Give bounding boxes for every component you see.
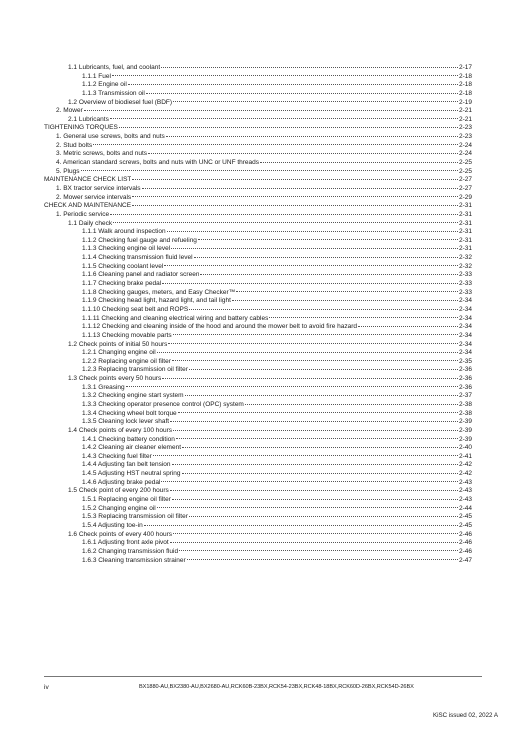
toc-leader-dots bbox=[170, 542, 458, 543]
toc-leader-dots bbox=[182, 447, 458, 448]
toc-entry-title: 1. General use screws, bolts and nuts bbox=[56, 133, 165, 141]
toc-entry-title: 1.1.9 Checking head light, hazard light, and tail light bbox=[82, 297, 231, 305]
toc-entry-title: 1.6 Check points of every 400 hours bbox=[68, 530, 173, 538]
toc-leader-dots bbox=[157, 352, 458, 353]
toc-entry[interactable] bbox=[44, 470, 472, 479]
toc-entry-page: 2-18 bbox=[458, 81, 472, 89]
toc-leader-dots bbox=[170, 421, 458, 422]
toc-entry[interactable] bbox=[44, 444, 472, 453]
toc-entry[interactable] bbox=[44, 306, 472, 315]
toc-entry-page: 2-19 bbox=[458, 98, 472, 106]
toc-entry-title: 1.4 Check points of every 100 hours bbox=[68, 426, 173, 434]
toc-entry-title: 1.1.12 Checking and cleaning inside of the hood and around the mower belt to avoid fire hazard bbox=[82, 323, 357, 331]
toc-entry-title: 1.2.2 Replacing engine oil filter bbox=[82, 357, 171, 365]
toc-entry-title: 2.1 Lubricants bbox=[68, 115, 109, 123]
toc-leader-dots bbox=[164, 265, 458, 266]
toc-entry[interactable] bbox=[44, 168, 472, 177]
toc-leader-dots bbox=[148, 153, 458, 154]
toc-entry-title: 1.4.2 Cleaning air cleaner element bbox=[82, 444, 182, 452]
toc-entry-page: 2-18 bbox=[458, 72, 472, 80]
toc-entry-page: 2-31 bbox=[458, 245, 472, 253]
toc-entry[interactable] bbox=[44, 479, 472, 488]
toc-entry-title: 1.2.3 Replacing transmission oil filter bbox=[82, 366, 188, 374]
toc-entry-title: 1.3.1 Greasing bbox=[82, 383, 125, 391]
toc-leader-dots bbox=[176, 438, 458, 439]
toc-entry-page: 2-17 bbox=[458, 64, 472, 71]
toc-entry[interactable] bbox=[44, 176, 472, 185]
toc-entry-page: 2-24 bbox=[458, 141, 472, 149]
toc-entry[interactable] bbox=[44, 124, 472, 133]
toc-leader-dots bbox=[142, 188, 458, 189]
toc-entry-page: 2-32 bbox=[458, 254, 472, 262]
toc-leader-dots bbox=[189, 369, 458, 370]
toc-entry-page: 2-31 bbox=[458, 236, 472, 244]
toc-entry[interactable] bbox=[44, 461, 472, 470]
toc-entry-title: 4. American standard screws, bolts and nuts with UNC or UNF threads bbox=[56, 159, 260, 167]
toc-entry[interactable] bbox=[44, 522, 472, 531]
toc-entry[interactable] bbox=[44, 185, 472, 194]
toc-entry-title: 1.6.2 Changing transmission fluid bbox=[82, 547, 179, 555]
toc-entry-title: 1.1.1 Fuel bbox=[82, 72, 111, 80]
toc-entry-page: 2-24 bbox=[458, 150, 472, 158]
toc-entry[interactable] bbox=[44, 401, 472, 410]
toc-leader-dots bbox=[179, 550, 458, 551]
toc-entry[interactable] bbox=[44, 496, 472, 505]
toc-entry-title: CHECK AND MAINTENANCE bbox=[44, 202, 132, 210]
table-of-contents bbox=[44, 64, 472, 565]
toc-entry[interactable] bbox=[44, 557, 472, 566]
toc-entry-title: 1.1.2 Checking fuel gauge and refueling bbox=[82, 236, 197, 244]
toc-entry-page: 2-41 bbox=[458, 452, 472, 460]
toc-leader-dots bbox=[119, 127, 458, 128]
toc-entry-title: 1.4.5 Adjusting HST neutral spring bbox=[82, 470, 181, 478]
toc-entry-page: 2-43 bbox=[458, 487, 472, 495]
toc-entry-page: 2-21 bbox=[458, 107, 472, 115]
toc-leader-dots bbox=[173, 334, 458, 335]
toc-entry-title: 1.1.11 Checking and cleaning electrical wiring and battery cables bbox=[82, 314, 269, 322]
toc-leader-dots bbox=[132, 179, 458, 180]
toc-entry[interactable] bbox=[44, 73, 472, 82]
toc-leader-dots bbox=[146, 93, 458, 94]
toc-entry-title: 1. BX tractor service intervals bbox=[56, 184, 141, 192]
toc-entry[interactable] bbox=[44, 81, 472, 90]
toc-entry[interactable] bbox=[44, 375, 472, 384]
toc-entry-page: 2-46 bbox=[458, 547, 472, 555]
toc-entry-title: 1.1.2 Engine oil bbox=[82, 81, 127, 89]
toc-entry[interactable] bbox=[44, 453, 472, 462]
toc-leader-dots bbox=[153, 455, 458, 456]
toc-entry[interactable] bbox=[44, 513, 472, 522]
toc-entry-page: 2-45 bbox=[458, 513, 472, 521]
toc-leader-dots bbox=[358, 326, 458, 327]
toc-entry-page: 2-47 bbox=[458, 556, 472, 564]
toc-entry[interactable] bbox=[44, 211, 472, 220]
toc-entry[interactable] bbox=[44, 142, 472, 151]
toc-entry-title: 1.1.10 Checking seat belt and ROPS bbox=[82, 305, 189, 313]
toc-entry-page: 2-31 bbox=[458, 219, 472, 227]
toc-entry[interactable] bbox=[44, 418, 472, 427]
toc-leader-dots bbox=[194, 257, 458, 258]
toc-entry-page: 2-38 bbox=[458, 400, 472, 408]
toc-entry[interactable] bbox=[44, 315, 472, 324]
toc-entry-page: 2-44 bbox=[458, 504, 472, 512]
toc-entry[interactable] bbox=[44, 427, 472, 436]
toc-leader-dots bbox=[187, 559, 458, 560]
toc-entry-page: 2-34 bbox=[458, 305, 472, 313]
toc-entry-page: 2-39 bbox=[458, 418, 472, 426]
toc-entry[interactable] bbox=[44, 245, 472, 254]
toc-entry-page: 2-31 bbox=[458, 210, 472, 218]
toc-entry-page: 2-35 bbox=[458, 357, 472, 365]
toc-entry-title: 1.1.8 Checking gauges, meters, and Easy Checker™ bbox=[82, 288, 236, 296]
toc-entry[interactable] bbox=[44, 220, 472, 229]
toc-entry-page: 2-31 bbox=[458, 228, 472, 236]
toc-leader-dots bbox=[162, 378, 458, 379]
toc-entry[interactable] bbox=[44, 254, 472, 263]
toc-leader-dots bbox=[173, 533, 458, 534]
toc-leader-dots bbox=[84, 110, 458, 111]
toc-entry[interactable] bbox=[44, 349, 472, 358]
toc-entry[interactable] bbox=[44, 332, 472, 341]
toc-entry[interactable] bbox=[44, 539, 472, 548]
toc-entry[interactable] bbox=[44, 116, 472, 125]
toc-leader-dots bbox=[172, 464, 458, 465]
toc-entry-title: 1.1.6 Cleaning panel and radiator screen bbox=[82, 271, 200, 279]
toc-entry[interactable] bbox=[44, 487, 472, 496]
toc-entry-page: 2-46 bbox=[458, 539, 472, 547]
toc-leader-dots bbox=[161, 481, 458, 482]
toc-entry-title: 1.1 Daily check bbox=[68, 219, 113, 227]
toc-entry-title: 1.2 Overview of biodiesel fuel (BDF) bbox=[68, 98, 173, 106]
toc-entry-page: 2-36 bbox=[458, 383, 472, 391]
toc-entry-page: 2-40 bbox=[458, 444, 472, 452]
toc-entry[interactable] bbox=[44, 366, 472, 375]
toc-leader-dots bbox=[144, 525, 458, 526]
toc-entry-title: 1.3.2 Checking engine start system bbox=[82, 392, 184, 400]
toc-entry-page: 2-42 bbox=[458, 461, 472, 469]
toc-entry[interactable] bbox=[44, 194, 472, 203]
toc-entry[interactable] bbox=[44, 297, 472, 306]
toc-leader-dots bbox=[198, 239, 458, 240]
toc-entry[interactable] bbox=[44, 159, 472, 168]
toc-entry-title: 2. Mower service intervals bbox=[56, 193, 132, 201]
toc-entry-page: 2-34 bbox=[458, 297, 472, 305]
toc-entry[interactable] bbox=[44, 237, 472, 246]
toc-entry-page: 2-37 bbox=[458, 392, 472, 400]
toc-entry-title: 1.5 Check point of every 200 hours bbox=[68, 487, 169, 495]
toc-leader-dots bbox=[132, 205, 458, 206]
toc-entry[interactable] bbox=[44, 90, 472, 99]
toc-entry-title: 1.4.6 Adjusting brake pedal bbox=[82, 478, 161, 486]
toc-entry-title: 1.5.1 Replacing engine oil filter bbox=[82, 496, 171, 504]
toc-entry-page: 2-36 bbox=[458, 375, 472, 383]
toc-entry-page: 2-43 bbox=[458, 478, 472, 486]
toc-leader-dots bbox=[178, 412, 458, 413]
toc-entry-page: 2-43 bbox=[458, 496, 472, 504]
toc-entry[interactable] bbox=[44, 410, 472, 419]
toc-entry-title: 2. Mower bbox=[56, 107, 83, 115]
toc-entry-title: 1.1.1 Walk around inspection bbox=[82, 228, 166, 236]
toc-entry-page: 2-34 bbox=[458, 349, 472, 357]
toc-leader-dots bbox=[173, 430, 458, 431]
toc-entry-title: 1.1 Lubricants, fuel, and coolant bbox=[68, 64, 161, 71]
toc-leader-dots bbox=[173, 101, 458, 102]
toc-entry-title: 1.1.3 Checking engine oil level bbox=[82, 245, 171, 253]
toc-entry-page: 2-21 bbox=[458, 115, 472, 123]
toc-leader-dots bbox=[269, 317, 458, 318]
toc-entry-title: 1.1.4 Checking transmission fluid level bbox=[82, 254, 193, 262]
toc-entry-title: 1.5.2 Changing engine oil bbox=[82, 504, 156, 512]
toc-entry-title: 1.4.4 Adjusting fan belt tension bbox=[82, 461, 171, 469]
toc-leader-dots bbox=[245, 404, 458, 405]
toc-entry[interactable] bbox=[44, 280, 472, 289]
toc-entry-page: 2-31 bbox=[458, 202, 472, 210]
toc-entry-page: 2-39 bbox=[458, 435, 472, 443]
toc-entry-title: 1.6.3 Cleaning transmission strainer bbox=[82, 556, 186, 564]
toc-leader-dots bbox=[172, 360, 458, 361]
toc-entry-title: 1.3.3 Checking operator presence control (OPC) system bbox=[82, 400, 244, 408]
toc-entry[interactable] bbox=[44, 99, 472, 108]
toc-entry-page: 2-34 bbox=[458, 323, 472, 331]
toc-entry-page: 2-32 bbox=[458, 262, 472, 270]
toc-entry-page: 2-33 bbox=[458, 271, 472, 279]
toc-entry-page: 2-23 bbox=[458, 124, 472, 132]
toc-entry-page: 2-45 bbox=[458, 521, 472, 529]
toc-entry-title: TIGHTENING TORQUES bbox=[44, 124, 118, 132]
toc-entry[interactable] bbox=[44, 64, 472, 73]
footer-page-number: iv bbox=[44, 684, 49, 691]
toc-leader-dots bbox=[185, 395, 458, 396]
toc-entry[interactable] bbox=[44, 133, 472, 142]
toc-entry-title: 1.3.5 Cleaning lock lever shaft bbox=[82, 418, 170, 426]
toc-leader-dots bbox=[170, 490, 458, 491]
toc-entry-title: 1.1.5 Checking coolant level bbox=[82, 262, 164, 270]
toc-entry[interactable] bbox=[44, 107, 472, 116]
toc-entry[interactable] bbox=[44, 531, 472, 540]
toc-entry-title: 1.4.3 Checking fuel filter bbox=[82, 452, 152, 460]
toc-leader-dots bbox=[171, 248, 458, 249]
toc-entry[interactable] bbox=[44, 263, 472, 272]
toc-entry-page: 2-34 bbox=[458, 314, 472, 322]
toc-entry[interactable] bbox=[44, 289, 472, 298]
toc-leader-dots bbox=[172, 499, 458, 500]
toc-entry[interactable] bbox=[44, 436, 472, 445]
toc-leader-dots bbox=[260, 162, 458, 163]
toc-leader-dots bbox=[236, 291, 458, 292]
toc-leader-dots bbox=[126, 386, 458, 387]
footer-issue-note: KiSC issued 02, 2022 A bbox=[432, 712, 498, 719]
toc-entry[interactable] bbox=[44, 358, 472, 367]
toc-leader-dots bbox=[113, 222, 458, 223]
toc-entry[interactable] bbox=[44, 384, 472, 393]
toc-entry-title: 1. Periodic service bbox=[56, 210, 110, 218]
toc-entry[interactable] bbox=[44, 548, 472, 557]
toc-entry-title: 1.2 Check points of initial 50 hours bbox=[68, 340, 168, 348]
toc-entry-page: 2-18 bbox=[458, 89, 472, 97]
toc-entry-title: 2. Stud bolts bbox=[56, 141, 93, 149]
toc-entry-page: 2-38 bbox=[458, 409, 472, 417]
toc-entry-title: 1.3 Check points every 50 hours bbox=[68, 375, 162, 383]
toc-entry[interactable] bbox=[44, 202, 472, 211]
toc-entry-title: 1.1.3 Transmission oil bbox=[82, 89, 145, 97]
toc-entry-page: 2-39 bbox=[458, 426, 472, 434]
footer-model-list: BX1880-AU,BX2380-AU,BX2680-AU,RCK60B-23BX,RCK54-23BX,RCK48-18BX,RCK60D-26BX,RCK54D-26BX bbox=[139, 684, 414, 690]
toc-entry[interactable] bbox=[44, 323, 472, 332]
toc-leader-dots bbox=[162, 283, 458, 284]
toc-entry[interactable] bbox=[44, 271, 472, 280]
toc-entry-page: 2-27 bbox=[458, 184, 472, 192]
toc-entry-page: 2-33 bbox=[458, 280, 472, 288]
toc-entry[interactable] bbox=[44, 341, 472, 350]
toc-entry-title: 1.6.1 Adjusting front axle pivot bbox=[82, 539, 169, 547]
toc-entry-title: 1.5.4 Adjusting toe-in bbox=[82, 521, 143, 529]
toc-entry-page: 2-27 bbox=[458, 176, 472, 184]
toc-entry-page: 2-42 bbox=[458, 470, 472, 478]
toc-leader-dots bbox=[200, 274, 458, 275]
toc-entry-title: 1.1.13 Checking movable parts bbox=[82, 331, 172, 339]
toc-entry-title: 1.5.3 Replacing transmission oil filter bbox=[82, 513, 188, 521]
toc-entry-page: 2-36 bbox=[458, 366, 472, 374]
toc-leader-dots bbox=[189, 516, 458, 517]
toc-leader-dots bbox=[182, 473, 458, 474]
toc-leader-dots bbox=[110, 214, 458, 215]
toc-leader-dots bbox=[112, 75, 458, 76]
toc-entry-title: MAINTENANCE CHECK LIST bbox=[44, 176, 132, 184]
toc-entry-page: 2-23 bbox=[458, 133, 472, 141]
toc-leader-dots bbox=[157, 507, 458, 508]
toc-entry-title: 5. Plugs bbox=[56, 167, 80, 175]
toc-entry-title: 1.3.4 Checking wheel bolt torque bbox=[82, 409, 177, 417]
toc-leader-dots bbox=[161, 67, 458, 68]
toc-entry-page: 2-25 bbox=[458, 167, 472, 175]
toc-entry-page: 2-25 bbox=[458, 159, 472, 167]
toc-entry-page: 2-34 bbox=[458, 340, 472, 348]
toc-leader-dots bbox=[132, 196, 458, 197]
toc-entry[interactable] bbox=[44, 228, 472, 237]
footer-divider bbox=[44, 676, 482, 677]
toc-leader-dots bbox=[232, 300, 458, 301]
toc-leader-dots bbox=[168, 343, 458, 344]
toc-leader-dots bbox=[167, 231, 458, 232]
toc-entry-title: 1.2.1 Changing engine oil bbox=[82, 349, 156, 357]
toc-leader-dots bbox=[189, 309, 458, 310]
toc-entry-title: 1.1.7 Checking brake pedal bbox=[82, 280, 162, 288]
toc-leader-dots bbox=[93, 144, 458, 145]
toc-entry-title: 1.4.1 Checking battery condition bbox=[82, 435, 175, 443]
toc-leader-dots bbox=[110, 118, 458, 119]
toc-entry[interactable] bbox=[44, 505, 472, 514]
toc-entry-page: 2-29 bbox=[458, 193, 472, 201]
toc-leader-dots bbox=[166, 136, 458, 137]
toc-leader-dots bbox=[128, 84, 458, 85]
toc-entry[interactable] bbox=[44, 392, 472, 401]
toc-entry-page: 2-33 bbox=[458, 288, 472, 296]
toc-entry-page: 2-46 bbox=[458, 530, 472, 538]
toc-entry-title: 3. Metric screws, bolts and nuts bbox=[56, 150, 148, 158]
toc-leader-dots bbox=[81, 170, 458, 171]
toc-entry[interactable] bbox=[44, 150, 472, 159]
toc-entry-page: 2-34 bbox=[458, 331, 472, 339]
